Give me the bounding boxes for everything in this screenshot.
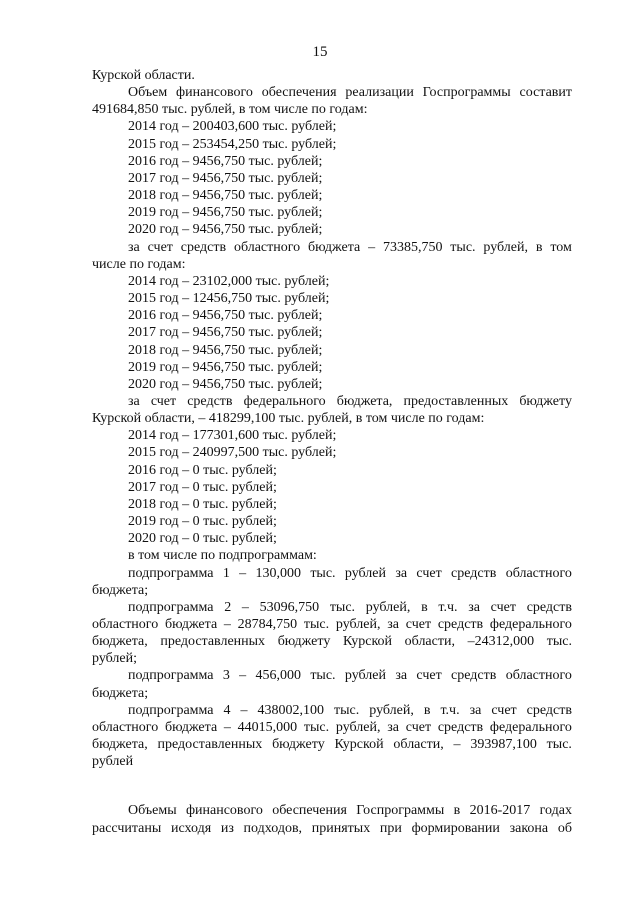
text-line: бюджета, предоставленных бюджету Курской области, – 393987,100 тыс. [92, 737, 572, 753]
text-line: подпрограмма 1 – 130,000 тыс. рублей за счет средств областного [128, 565, 572, 581]
text-line: 2014 год – 177301,600 тыс. рублей; [128, 428, 337, 444]
text-line: за счет средств областного бюджета – 73385,750 тыс. рублей, в том [128, 239, 572, 255]
text-line: рублей [92, 754, 134, 770]
text-line: 2016 год – 9456,750 тыс. рублей; [128, 308, 323, 324]
text-line: подпрограмма 3 – 456,000 тыс. рублей за счет средств областного [128, 668, 572, 684]
text-line: 491684,850 тыс. рублей, в том числе по годам: [92, 102, 368, 118]
text-line: бюджета; [92, 582, 149, 598]
page-number: 15 [312, 44, 328, 60]
text-line: рассчитаны исходя из подходов, принятых при формировании закона об [92, 820, 572, 836]
text-line: 2018 год – 9456,750 тыс. рублей; [128, 188, 323, 204]
text-line: бюджета; [92, 685, 149, 701]
text-line: 2020 год – 0 тыс. рублей; [128, 531, 277, 547]
text-line: 2019 год – 0 тыс. рублей; [128, 514, 277, 530]
text-line: 2017 год – 9456,750 тыс. рублей; [128, 325, 323, 341]
text-line: 2015 год – 240997,500 тыс. рублей; [128, 445, 337, 461]
text-line: областного бюджета – 44015,000 тыс. рублей, за счет средств федерального [92, 719, 572, 735]
text-line: числе по годам: [92, 256, 186, 272]
text-line: 2017 год – 0 тыс. рублей; [128, 479, 277, 495]
document-body [92, 67, 572, 837]
text-line: за счет средств федерального бюджета, предоставленных бюджету [128, 393, 572, 409]
text-line: 2014 год – 23102,000 тыс. рублей; [128, 273, 330, 289]
text-line: подпрограмма 4 – 438002,100 тыс. рублей, в т.ч. за счет средств [128, 702, 572, 718]
text-line: рублей; [92, 651, 137, 667]
text-line: 2018 год – 9456,750 тыс. рублей; [128, 342, 323, 358]
text-line: 2019 год – 9456,750 тыс. рублей; [128, 205, 323, 221]
text-line: областного бюджета – 28784,750 тыс. рублей, за счет средств федерального [92, 617, 572, 632]
text-line: Курской области. [92, 68, 195, 83]
text-line: 2018 год – 0 тыс. рублей; [128, 496, 277, 512]
text-line: 2016 год – 0 тыс. рублей; [128, 462, 277, 478]
text-line: 2020 год – 9456,750 тыс. рублей; [128, 222, 323, 238]
text-line: 2017 год – 9456,750 тыс. рублей; [128, 170, 323, 186]
text-line: Объемы финансового обеспечения Госпрограммы в 2016-2017 годах [128, 803, 572, 819]
text-line: 2014 год – 200403,600 тыс. рублей; [128, 119, 337, 135]
text-line: Курской области, – 418299,100 тыс. рублей, в том числе по годам: [92, 411, 485, 427]
text-line: 2020 год – 9456,750 тыс. рублей; [128, 376, 323, 392]
text-line: 2019 год – 9456,750 тыс. рублей; [128, 359, 323, 375]
text-line: 2015 год – 253454,250 тыс. рублей; [128, 136, 337, 152]
text-line: Объем финансового обеспечения реализации Госпрограммы составит [128, 85, 572, 101]
text-line: подпрограмма 2 – 53096,750 тыс. рублей, в т.ч. за счет средств [128, 599, 572, 615]
paragraph-gap [92, 770, 572, 802]
text-line: бюджета, предоставленных бюджету Курской области, –24312,000 тыс. [92, 634, 572, 650]
text-line: 2015 год – 12456,750 тыс. рублей; [128, 291, 330, 307]
text-line: в том числе по подпрограммам: [128, 548, 317, 564]
text-line: 2016 год – 9456,750 тыс. рублей; [128, 153, 323, 169]
